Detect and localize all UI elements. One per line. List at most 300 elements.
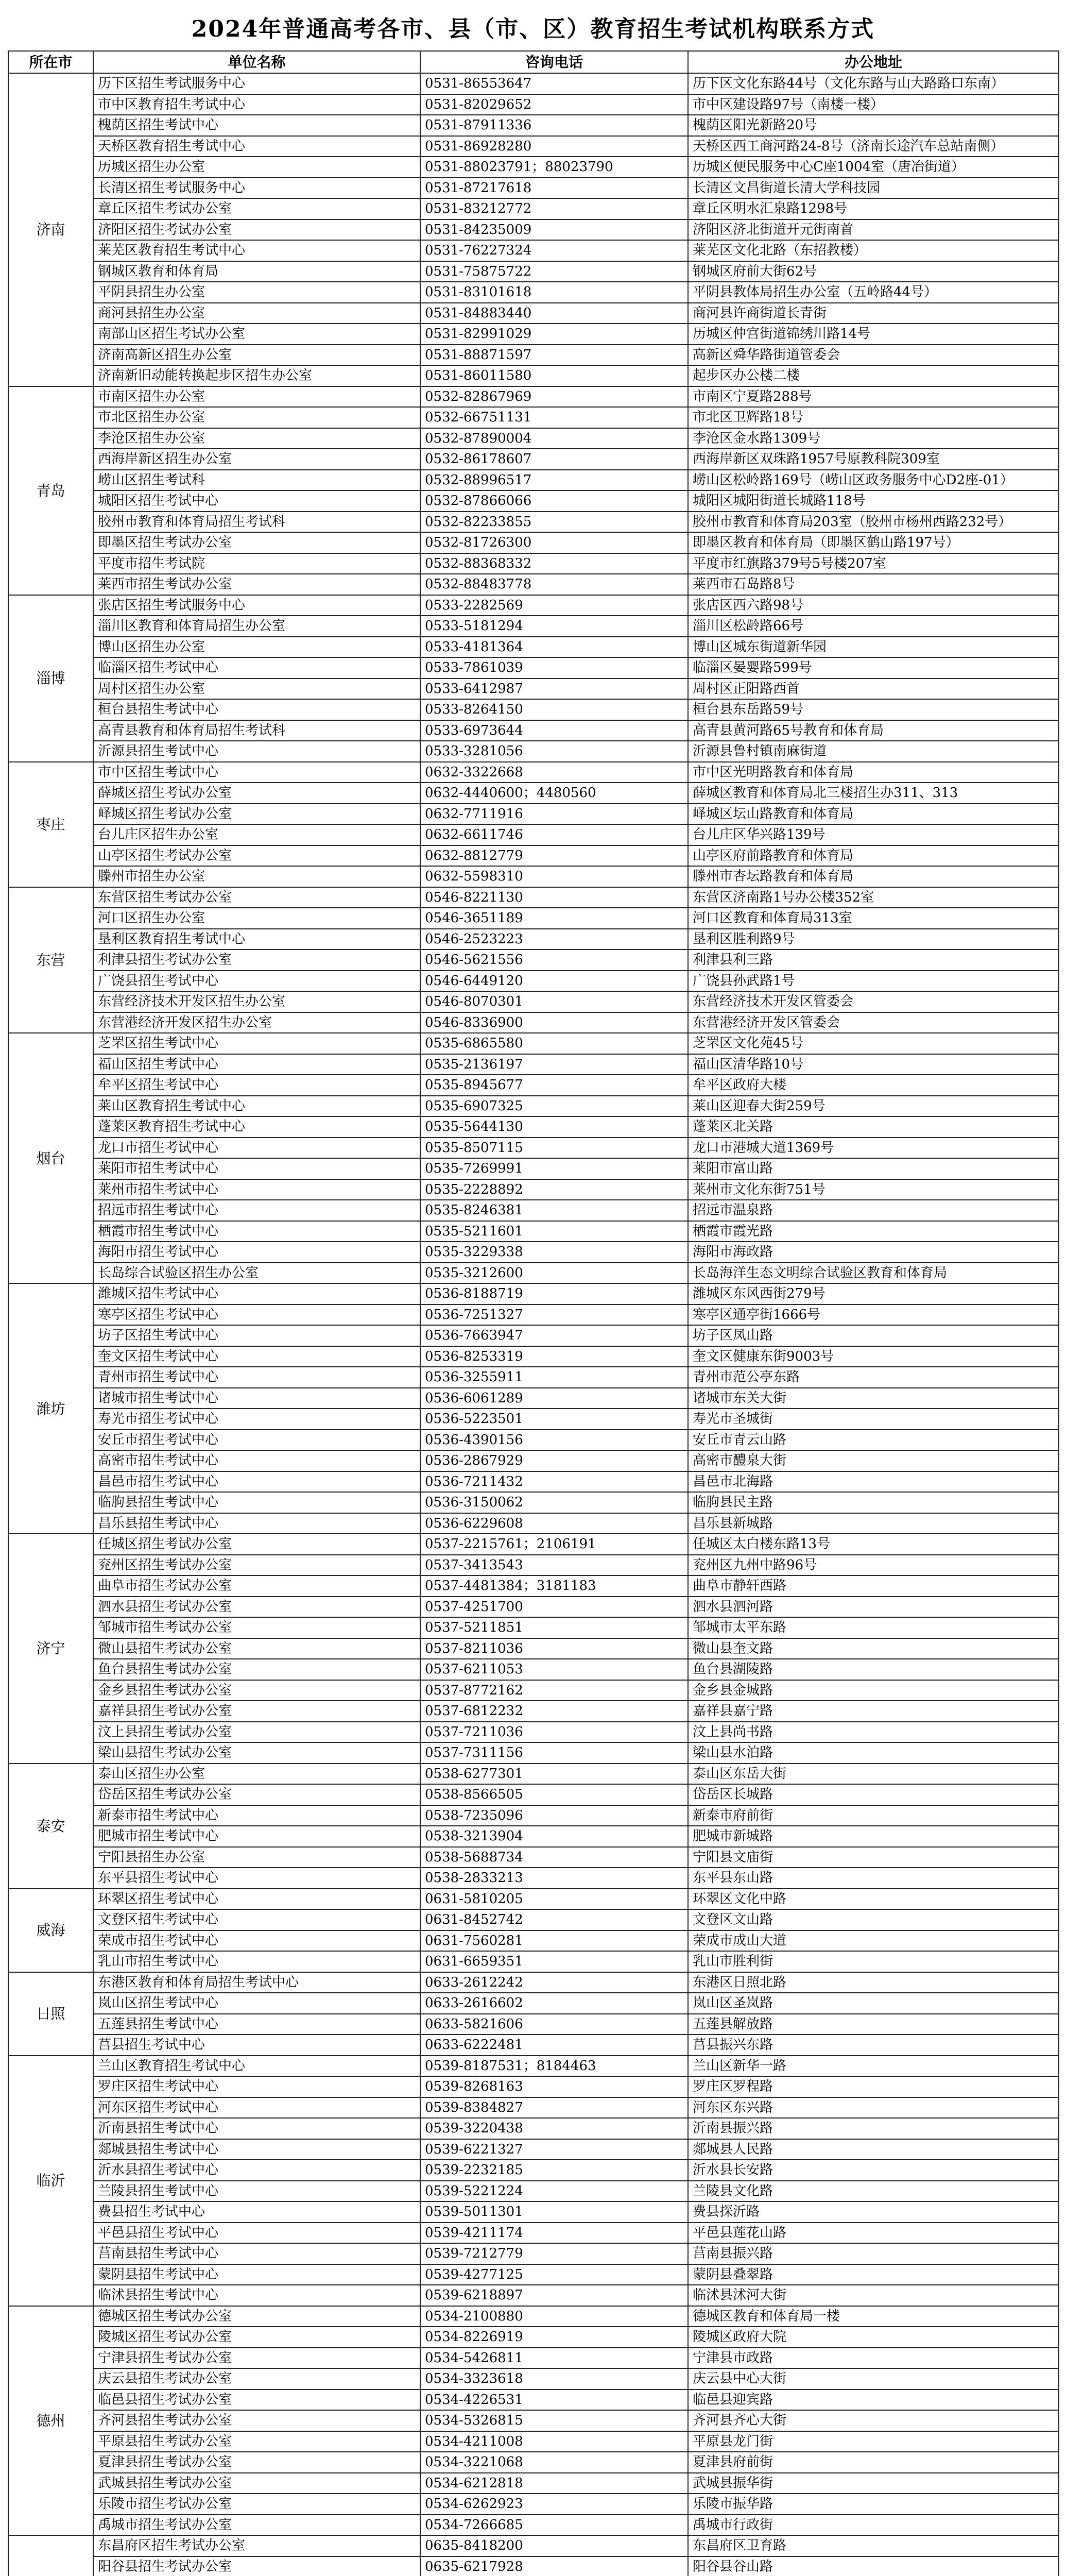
address-cell: 历城区便民服务中心C座1004室（唐冶街道） <box>688 157 1059 178</box>
address-cell: 罗庄区罗程路 <box>688 2076 1059 2097</box>
phone-cell: 0535-8945677 <box>420 1075 688 1096</box>
phone-cell: 0535-2228892 <box>420 1179 688 1200</box>
phone-cell: 0539-4211174 <box>420 2223 688 2244</box>
table-row <box>8 1722 1059 1743</box>
city-cell: 青岛 <box>8 386 93 595</box>
phone-cell: 0532-82867969 <box>420 386 688 408</box>
table-row <box>8 1659 1059 1680</box>
table-row <box>8 345 1059 366</box>
city-cell: 淄博 <box>8 595 93 762</box>
phone-cell: 0534-5326815 <box>420 2410 688 2431</box>
unit-name-cell: 东营港经济开发区招生办公室 <box>93 1012 420 1033</box>
unit-name-cell: 西海岸新区招生办公室 <box>93 449 420 470</box>
address-cell: 广饶县孙武路1号 <box>688 971 1059 992</box>
phone-cell: 0533-4181364 <box>420 637 688 658</box>
table-row <box>8 2097 1059 2119</box>
unit-name-cell: 五莲县招生考试中心 <box>93 2014 420 2035</box>
phone-cell: 0632-8812779 <box>420 845 688 867</box>
unit-name-cell: 张店区招生考试服务中心 <box>93 595 420 616</box>
table-row <box>8 428 1059 449</box>
phone-cell: 0632-3322668 <box>420 762 688 783</box>
address-cell: 寒亭区通亭街1666号 <box>688 1304 1059 1326</box>
unit-name-cell: 济南高新区招生办公室 <box>93 345 420 366</box>
phone-cell: 0534-5426811 <box>420 2348 688 2369</box>
table-row <box>8 1680 1059 1701</box>
address-cell: 招远市温泉路 <box>688 1200 1059 1221</box>
unit-name-cell: 嘉祥县招生考试办公室 <box>93 1701 420 1722</box>
address-cell: 安丘市青云山路 <box>688 1430 1059 1451</box>
unit-name-cell: 岱岳区招生考试办公室 <box>93 1784 420 1805</box>
address-cell: 岱岳区长城路 <box>688 1784 1059 1805</box>
city-cell: 日照 <box>8 1972 93 2056</box>
address-cell: 微山县奎文路 <box>688 1638 1059 1659</box>
phone-cell: 0536-6229608 <box>420 1513 688 1534</box>
address-cell: 市中区建设路97号（南楼一楼） <box>688 94 1059 115</box>
unit-name-cell: 招远市招生考试中心 <box>93 1200 420 1221</box>
phone-cell: 0534-7266685 <box>420 2515 688 2536</box>
table-row <box>8 470 1059 491</box>
address-cell: 西海岸新区双珠路1957号原教科院309室 <box>688 449 1059 470</box>
address-cell: 陵城区政府大院 <box>688 2327 1059 2348</box>
phone-cell: 0532-87890004 <box>420 428 688 449</box>
phone-cell: 0531-87217618 <box>420 178 688 199</box>
unit-name-cell: 环翠区招生考试中心 <box>93 1889 420 1910</box>
unit-name-cell: 兰山区教育招生考试中心 <box>93 2056 420 2077</box>
table-row <box>8 1513 1059 1534</box>
unit-name-cell: 历城区招生办公室 <box>93 157 420 178</box>
phone-cell: 0539-3220438 <box>420 2118 688 2139</box>
unit-name-cell: 钢城区教育和体育局 <box>93 261 420 282</box>
address-cell: 莱芜区文化北路（东招教楼） <box>688 240 1059 261</box>
address-cell: 东营区济南路1号办公楼352室 <box>688 887 1059 908</box>
phone-cell: 0533-8264150 <box>420 699 688 720</box>
phone-cell: 0531-86553647 <box>420 73 688 94</box>
table-row <box>8 2348 1059 2369</box>
table-row <box>8 157 1059 178</box>
unit-name-cell: 梁山县招生考试办公室 <box>93 1742 420 1764</box>
table-row <box>8 1638 1059 1659</box>
unit-name-cell: 李沧区招生办公室 <box>93 428 420 449</box>
unit-name-cell: 任城区招生考试办公室 <box>93 1534 420 1555</box>
unit-name-cell: 芝罘区招生考试中心 <box>93 1033 420 1054</box>
table-row <box>8 2181 1059 2202</box>
address-cell: 泰山区东岳大街 <box>688 1764 1059 1785</box>
unit-name-cell: 桓台县招生考试中心 <box>93 699 420 720</box>
unit-name-cell: 临沭县招生考试中心 <box>93 2285 420 2306</box>
unit-name-cell: 莱州市招生考试中心 <box>93 1179 420 1200</box>
table-row <box>8 741 1059 762</box>
address-cell: 海阳市海政路 <box>688 1242 1059 1263</box>
address-cell: 章丘区明水汇泉路1298号 <box>688 198 1059 219</box>
unit-name-cell: 德城区招生考试办公室 <box>93 2306 420 2327</box>
table-row <box>8 1409 1059 1430</box>
table-row <box>8 1701 1059 1722</box>
table-row <box>8 1158 1059 1179</box>
table-row <box>8 804 1059 825</box>
phone-cell: 0539-5221224 <box>420 2181 688 2202</box>
phone-cell: 0533-7861039 <box>420 657 688 679</box>
unit-name-cell: 崂山区招生考试科 <box>93 470 420 491</box>
address-cell: 城阳区城阳街道长城路118号 <box>688 490 1059 512</box>
unit-name-cell: 陵城区招生考试办公室 <box>93 2327 420 2348</box>
table-row <box>8 198 1059 219</box>
table-row <box>8 407 1059 428</box>
table-row <box>8 1430 1059 1451</box>
address-cell: 利津县利三路 <box>688 950 1059 971</box>
address-cell: 莱阳市富山路 <box>688 1158 1059 1179</box>
address-cell: 乐陵市振华路 <box>688 2494 1059 2515</box>
table-row <box>8 1179 1059 1200</box>
table-row <box>8 2327 1059 2348</box>
address-cell: 临朐县民主路 <box>688 1492 1059 1513</box>
phone-cell: 0532-87866066 <box>420 490 688 512</box>
table-row <box>8 2056 1059 2077</box>
phone-cell: 0535-6907325 <box>420 1096 688 1117</box>
unit-name-cell: 荣成市招生考试中心 <box>93 1930 420 1952</box>
phone-cell: 0535-5211601 <box>420 1221 688 1242</box>
phone-cell: 0546-8221130 <box>420 887 688 908</box>
table-row <box>8 2223 1059 2244</box>
table-row <box>8 1742 1059 1764</box>
phone-cell: 0535-7269991 <box>420 1158 688 1179</box>
table-row <box>8 2139 1059 2160</box>
phone-cell: 0631-6659351 <box>420 1951 688 1972</box>
address-cell: 曲阜市静轩西路 <box>688 1575 1059 1597</box>
unit-name-cell: 临淄区招生考试中心 <box>93 657 420 679</box>
phone-cell: 0531-87911336 <box>420 115 688 136</box>
table-row <box>8 1075 1059 1096</box>
phone-cell: 0539-2232185 <box>420 2160 688 2181</box>
phone-cell: 0532-66751131 <box>420 407 688 428</box>
address-cell: 新泰市府前街 <box>688 1805 1059 1826</box>
table-row <box>8 699 1059 720</box>
unit-name-cell: 章丘区招生考试办公室 <box>93 198 420 219</box>
unit-name-cell: 台儿庄区招生办公室 <box>93 824 420 845</box>
table-row <box>8 1242 1059 1263</box>
phone-cell: 0533-6412987 <box>420 679 688 700</box>
address-cell: 起步区办公楼二楼 <box>688 365 1059 386</box>
unit-name-cell: 胶州市教育和体育局招生考试科 <box>93 512 420 533</box>
table-row <box>8 783 1059 804</box>
unit-name-cell: 青州市招生考试中心 <box>93 1367 420 1388</box>
unit-name-cell: 周村区招生办公室 <box>93 679 420 700</box>
contact-table <box>8 50 1059 2576</box>
phone-cell: 0546-5621556 <box>420 950 688 971</box>
unit-name-cell: 河口区招生办公室 <box>93 908 420 929</box>
unit-name-cell: 兖州区招生考试办公室 <box>93 1555 420 1576</box>
unit-name-cell: 昌邑市招生考试中心 <box>93 1471 420 1493</box>
city-cell: 潍坊 <box>8 1283 93 1534</box>
header-row <box>8 51 1059 73</box>
phone-cell: 0536-8253319 <box>420 1346 688 1367</box>
unit-name-cell: 即墨区招生考试办公室 <box>93 532 420 553</box>
table-row <box>8 1909 1059 1930</box>
table-row <box>8 1575 1059 1597</box>
address-cell: 滕州市杏坛路教育和体育局 <box>688 866 1059 887</box>
address-cell: 肥城市新城路 <box>688 1826 1059 1847</box>
table-row <box>8 2389 1059 2411</box>
address-cell: 奎文区健康东街9003号 <box>688 1346 1059 1367</box>
table-row <box>8 2285 1059 2306</box>
phone-cell: 0546-6449120 <box>420 971 688 992</box>
address-cell: 东港区日照北路 <box>688 1972 1059 1993</box>
address-cell: 高青县黄河路65号教育和体育局 <box>688 720 1059 741</box>
unit-name-cell: 淄川区教育和体育局招生办公室 <box>93 616 420 637</box>
phone-cell: 0537-4481384；3181183 <box>420 1575 688 1597</box>
phone-cell: 0546-8336900 <box>420 1012 688 1033</box>
phone-cell: 0534-6262923 <box>420 2494 688 2515</box>
address-cell: 历下区文化东路44号（文化东路与山大路路口东南） <box>688 73 1059 94</box>
address-cell: 文登区文山路 <box>688 1909 1059 1930</box>
address-cell: 青州市范公亭东路 <box>688 1367 1059 1388</box>
document-title: 2024年普通高考各市、县（市、区）教育招生考试机构联系方式 <box>191 16 875 42</box>
table-row <box>8 866 1059 887</box>
table-row <box>8 1764 1059 1785</box>
table-row <box>8 2160 1059 2181</box>
table-row <box>8 1492 1059 1513</box>
city-cell: 东营 <box>8 887 93 1033</box>
table-row <box>8 490 1059 512</box>
phone-cell: 0534-4226531 <box>420 2389 688 2411</box>
table-row <box>8 1450 1059 1471</box>
unit-name-cell: 峄城区招生考试办公室 <box>93 804 420 825</box>
phone-cell: 0534-4211008 <box>420 2431 688 2452</box>
phone-cell: 0537-2215761；2106191 <box>420 1534 688 1555</box>
address-cell: 栖霞市霞光路 <box>688 1221 1059 1242</box>
address-cell: 沂水县长安路 <box>688 2160 1059 2181</box>
table-row <box>8 1033 1059 1054</box>
address-cell: 高密市醴泉大街 <box>688 1450 1059 1471</box>
phone-cell: 0539-4277125 <box>420 2264 688 2285</box>
address-cell: 槐荫区阳光新路20号 <box>688 115 1059 136</box>
header-city: 所在市 <box>8 51 93 73</box>
address-cell: 河口区教育和体育局313室 <box>688 908 1059 929</box>
address-cell: 峄城区坛山路教育和体育局 <box>688 804 1059 825</box>
address-cell: 东营港经济开发区管委会 <box>688 1012 1059 1033</box>
unit-name-cell: 利津县招生考试办公室 <box>93 950 420 971</box>
phone-cell: 0535-3229338 <box>420 1242 688 1263</box>
phone-cell: 0633-5821606 <box>420 2014 688 2035</box>
table-row <box>8 1346 1059 1367</box>
address-cell: 乳山市胜利街 <box>688 1951 1059 1972</box>
unit-name-cell: 费县招生考试中心 <box>93 2201 420 2223</box>
unit-name-cell: 莒南县招生考试中心 <box>93 2243 420 2264</box>
address-cell: 薛城区教育和体育局北三楼招生办311、313 <box>688 783 1059 804</box>
table-row <box>8 595 1059 616</box>
table-row <box>8 1847 1059 1868</box>
phone-cell: 0631-5810205 <box>420 1889 688 1910</box>
table-row <box>8 240 1059 261</box>
unit-name-cell: 蓬莱区教育招生考试中心 <box>93 1116 420 1138</box>
unit-name-cell: 河东区招生考试中心 <box>93 2097 420 2119</box>
unit-name-cell: 泗水县招生考试办公室 <box>93 1597 420 1618</box>
table-row <box>8 532 1059 553</box>
address-cell: 张店区西六路98号 <box>688 595 1059 616</box>
phone-cell: 0632-7711916 <box>420 804 688 825</box>
unit-name-cell: 垦利区教育招生考试中心 <box>93 929 420 950</box>
phone-cell: 0535-8507115 <box>420 1138 688 1159</box>
city-cell: 临沂 <box>8 2056 93 2306</box>
address-cell: 垦利区胜利路9号 <box>688 929 1059 950</box>
address-cell: 临沭县沭河大街 <box>688 2285 1059 2306</box>
phone-cell: 0537-6211053 <box>420 1659 688 1680</box>
table-row <box>8 908 1059 929</box>
address-cell: 潍城区东风西街279号 <box>688 1283 1059 1304</box>
unit-name-cell: 莱阳市招生考试中心 <box>93 1158 420 1179</box>
table-row <box>8 720 1059 741</box>
table-row <box>8 1534 1059 1555</box>
unit-name-cell: 临朐县招生考试中心 <box>93 1492 420 1513</box>
address-cell: 任城区太白楼东路13号 <box>688 1534 1059 1555</box>
phone-cell: 0533-2282569 <box>420 595 688 616</box>
address-cell: 汶上县尚书路 <box>688 1722 1059 1743</box>
phone-cell: 0546-3651189 <box>420 908 688 929</box>
city-cell <box>8 2535 93 2576</box>
address-cell: 临淄区晏婴路599号 <box>688 657 1059 679</box>
phone-cell: 0633-2616602 <box>420 1993 688 2014</box>
address-cell: 东昌府区卫育路 <box>688 2535 1059 2556</box>
unit-name-cell: 高密市招生考试中心 <box>93 1450 420 1471</box>
address-cell: 龙口市港城大道1369号 <box>688 1138 1059 1159</box>
phone-cell: 0537-7211036 <box>420 1722 688 1743</box>
address-cell: 阳谷县谷山路 <box>688 2556 1059 2576</box>
phone-cell: 0536-3255911 <box>420 1367 688 1388</box>
unit-name-cell: 罗庄区招生考试中心 <box>93 2076 420 2097</box>
address-cell: 莒南县振兴路 <box>688 2243 1059 2264</box>
phone-cell: 0536-6061289 <box>420 1388 688 1409</box>
unit-name-cell: 莒县招生考试中心 <box>93 2035 420 2056</box>
address-cell: 周村区正阳路西首 <box>688 679 1059 700</box>
address-cell: 淄川区松龄路66号 <box>688 616 1059 637</box>
address-cell: 临邑县迎宾路 <box>688 2389 1059 2411</box>
phone-cell: 0536-2867929 <box>420 1450 688 1471</box>
table-row <box>8 2535 1059 2556</box>
phone-cell: 0631-8452742 <box>420 1909 688 1930</box>
table-row <box>8 2201 1059 2223</box>
address-cell: 即墨区教育和体育局（即墨区鹤山路197号） <box>688 532 1059 553</box>
city-cell: 济南 <box>8 73 93 386</box>
table-row <box>8 553 1059 574</box>
phone-cell: 0538-6277301 <box>420 1764 688 1785</box>
unit-name-cell: 肥城市招生考试中心 <box>93 1826 420 1847</box>
table-row <box>8 1597 1059 1618</box>
phone-cell: 0537-8211036 <box>420 1638 688 1659</box>
table-row <box>8 971 1059 992</box>
phone-cell: 0632-6611746 <box>420 824 688 845</box>
unit-name-cell: 平阴县招生办公室 <box>93 282 420 303</box>
address-cell: 五莲县解放路 <box>688 2014 1059 2035</box>
table-row <box>8 616 1059 637</box>
address-cell: 莱州市文化东街751号 <box>688 1179 1059 1200</box>
unit-name-cell: 市中区招生考试中心 <box>93 762 420 783</box>
address-cell: 天桥区西工商河路24-8号（济南长途汽车总站南侧） <box>688 136 1059 157</box>
table-row <box>8 2431 1059 2452</box>
table-row <box>8 679 1059 700</box>
phone-cell: 0536-3150062 <box>420 1492 688 1513</box>
address-cell: 芝罘区文化苑45号 <box>688 1033 1059 1054</box>
phone-cell: 0532-88368332 <box>420 553 688 574</box>
table-row <box>8 1784 1059 1805</box>
table-row <box>8 219 1059 241</box>
table-row <box>8 929 1059 950</box>
unit-name-cell: 历下区招生考试服务中心 <box>93 73 420 94</box>
unit-name-cell: 济南新旧动能转换起步区招生办公室 <box>93 365 420 386</box>
table-row <box>8 261 1059 282</box>
address-cell: 山亭区府前路教育和体育局 <box>688 845 1059 867</box>
unit-name-cell: 长清区招生考试服务中心 <box>93 178 420 199</box>
address-cell: 桓台县东岳路59号 <box>688 699 1059 720</box>
unit-name-cell: 平邑县招生考试中心 <box>93 2223 420 2244</box>
address-cell: 费县探沂路 <box>688 2201 1059 2223</box>
unit-name-cell: 武城县招生考试办公室 <box>93 2473 420 2494</box>
table-row <box>8 2035 1059 2056</box>
unit-name-cell: 东昌府区招生考试办公室 <box>93 2535 420 2556</box>
unit-name-cell: 沂南县招生考试中心 <box>93 2118 420 2139</box>
phone-cell: 0537-8772162 <box>420 1680 688 1701</box>
unit-name-cell: 市中区教育招生考试中心 <box>93 94 420 115</box>
address-cell: 郯城县人民路 <box>688 2139 1059 2160</box>
phone-cell: 0535-2136197 <box>420 1054 688 1075</box>
address-cell: 莒县振兴东路 <box>688 2035 1059 2056</box>
unit-name-cell: 滕州市招生办公室 <box>93 866 420 887</box>
address-cell: 兰陵县文化路 <box>688 2181 1059 2202</box>
address-cell: 夏津县府前街 <box>688 2452 1059 2473</box>
unit-name-cell: 沂源县招生考试中心 <box>93 741 420 762</box>
table-row <box>8 2264 1059 2285</box>
phone-cell: 0531-75875722 <box>420 261 688 282</box>
phone-cell: 0532-82233855 <box>420 512 688 533</box>
unit-name-cell: 诸城市招生考试中心 <box>93 1388 420 1409</box>
phone-cell: 0546-8070301 <box>420 991 688 1012</box>
phone-cell: 0536-7251327 <box>420 1304 688 1326</box>
table-row <box>8 887 1059 908</box>
unit-name-cell: 新泰市招生考试中心 <box>93 1805 420 1826</box>
table-row <box>8 2515 1059 2536</box>
unit-name-cell: 鱼台县招生考试办公室 <box>93 1659 420 1680</box>
address-cell: 蒙阴县叠翠路 <box>688 2264 1059 2285</box>
phone-cell: 0536-5223501 <box>420 1409 688 1430</box>
table-row <box>8 449 1059 470</box>
phone-cell: 0534-6212818 <box>420 2473 688 2494</box>
phone-cell: 0535-5644130 <box>420 1116 688 1138</box>
address-cell: 长岛海洋生态文明综合试验区教育和体育局 <box>688 1263 1059 1284</box>
unit-name-cell: 安丘市招生考试中心 <box>93 1430 420 1451</box>
table-row <box>8 2306 1059 2327</box>
phone-cell: 0538-3213904 <box>420 1826 688 1847</box>
table-row <box>8 1012 1059 1033</box>
header-unit: 单位名称 <box>93 51 420 73</box>
address-cell: 平度市红旗路379号5号楼207室 <box>688 553 1059 574</box>
unit-name-cell: 寿光市招生考试中心 <box>93 1409 420 1430</box>
table-row <box>8 1096 1059 1117</box>
unit-name-cell: 潍城区招生考试中心 <box>93 1283 420 1304</box>
address-cell: 武城县振华街 <box>688 2473 1059 2494</box>
unit-name-cell: 蒙阴县招生考试中心 <box>93 2264 420 2285</box>
address-cell: 禹城市行政街 <box>688 2515 1059 2536</box>
table-row <box>8 136 1059 157</box>
phone-cell: 0633-2612242 <box>420 1972 688 1993</box>
phone-cell: 0631-7560281 <box>420 1930 688 1952</box>
unit-name-cell: 福山区招生考试中心 <box>93 1054 420 1075</box>
unit-name-cell: 商河县招生办公室 <box>93 303 420 324</box>
phone-cell: 0534-8226919 <box>420 2327 688 2348</box>
unit-name-cell: 平原县招生考试办公室 <box>93 2431 420 2452</box>
table-row <box>8 1889 1059 1910</box>
unit-name-cell: 栖霞市招生考试中心 <box>93 1221 420 1242</box>
unit-name-cell: 微山县招生考试办公室 <box>93 1638 420 1659</box>
unit-name-cell: 奎文区招生考试中心 <box>93 1346 420 1367</box>
unit-name-cell: 临邑县招生考试办公室 <box>93 2389 420 2411</box>
